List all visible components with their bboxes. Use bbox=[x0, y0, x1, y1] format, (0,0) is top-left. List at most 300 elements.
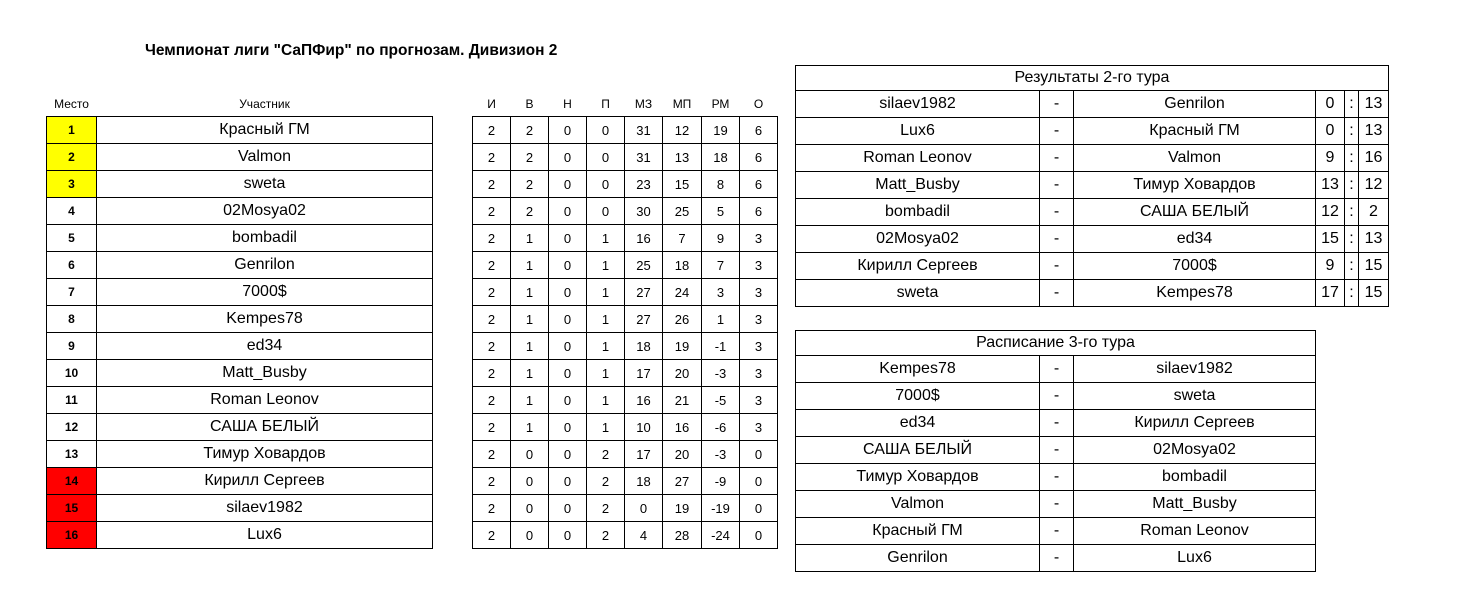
place-cell: 3 bbox=[47, 171, 97, 198]
gap-cell bbox=[433, 414, 473, 441]
away-team: ed34 bbox=[1074, 226, 1316, 253]
schedule-row bbox=[796, 491, 1316, 518]
vs-dash: - bbox=[1040, 356, 1074, 383]
header-wins: В bbox=[525, 97, 534, 111]
wins-cell: 0 bbox=[511, 441, 549, 468]
games-cell: 2 bbox=[473, 387, 511, 414]
draws-cell: 0 bbox=[549, 495, 587, 522]
header-draws: Н bbox=[563, 97, 572, 111]
schedule-caption-row bbox=[796, 331, 1316, 356]
draws-cell: 0 bbox=[549, 360, 587, 387]
gap-cell bbox=[433, 117, 473, 144]
conceded-cell: 7 bbox=[663, 225, 702, 252]
score-separator: : bbox=[1345, 226, 1359, 253]
games-cell: 2 bbox=[473, 252, 511, 279]
score-separator: : bbox=[1345, 91, 1359, 118]
losses-cell: 1 bbox=[587, 252, 625, 279]
scored-cell: 30 bbox=[625, 198, 663, 225]
header-diff: РМ bbox=[711, 97, 730, 111]
points-cell: 3 bbox=[740, 279, 778, 306]
standings-row bbox=[47, 495, 778, 522]
conceded-cell: 19 bbox=[663, 495, 702, 522]
losses-cell: 1 bbox=[587, 387, 625, 414]
result-row bbox=[796, 199, 1389, 226]
draws-cell: 0 bbox=[549, 198, 587, 225]
wins-cell: 1 bbox=[511, 387, 549, 414]
losses-cell: 1 bbox=[587, 225, 625, 252]
diff-cell: -1 bbox=[702, 333, 740, 360]
wins-cell: 0 bbox=[511, 468, 549, 495]
participant-name: Roman Leonov bbox=[97, 387, 433, 414]
points-cell: 0 bbox=[740, 522, 778, 549]
standings-row bbox=[47, 171, 778, 198]
gap-cell bbox=[433, 360, 473, 387]
diff-cell: 8 bbox=[702, 171, 740, 198]
participant-name: САША БЕЛЫЙ bbox=[97, 414, 433, 441]
place-cell: 11 bbox=[47, 387, 97, 414]
diff-cell: -6 bbox=[702, 414, 740, 441]
place-cell: 8 bbox=[47, 306, 97, 333]
place-cell: 1 bbox=[47, 117, 97, 144]
place-cell: 4 bbox=[47, 198, 97, 225]
standings-row bbox=[47, 468, 778, 495]
wins-cell: 0 bbox=[511, 495, 549, 522]
place-cell: 14 bbox=[47, 468, 97, 495]
losses-cell: 0 bbox=[587, 144, 625, 171]
standings-row bbox=[47, 198, 778, 225]
home-score: 15 bbox=[1316, 226, 1345, 253]
home-team: sweta bbox=[796, 280, 1040, 307]
away-team: Genrilon bbox=[1074, 91, 1316, 118]
score-separator: : bbox=[1345, 172, 1359, 199]
score-separator: : bbox=[1345, 280, 1359, 307]
games-cell: 2 bbox=[473, 522, 511, 549]
schedule-row bbox=[796, 383, 1316, 410]
scored-cell: 17 bbox=[625, 441, 663, 468]
scored-cell: 23 bbox=[625, 171, 663, 198]
scored-cell: 18 bbox=[625, 468, 663, 495]
results-table bbox=[795, 65, 1389, 307]
draws-cell: 0 bbox=[549, 171, 587, 198]
wins-cell: 1 bbox=[511, 225, 549, 252]
standings-table bbox=[46, 92, 778, 549]
standings-row bbox=[47, 306, 778, 333]
points-cell: 0 bbox=[740, 441, 778, 468]
diff-cell: 19 bbox=[702, 117, 740, 144]
wins-cell: 1 bbox=[511, 333, 549, 360]
conceded-cell: 28 bbox=[663, 522, 702, 549]
vs-dash: - bbox=[1040, 383, 1074, 410]
score-separator: : bbox=[1345, 145, 1359, 172]
conceded-cell: 20 bbox=[663, 360, 702, 387]
draws-cell: 0 bbox=[549, 414, 587, 441]
schedule-title: Расписание 3-го тура bbox=[796, 331, 1316, 356]
losses-cell: 2 bbox=[587, 522, 625, 549]
draws-cell: 0 bbox=[549, 333, 587, 360]
away-team: Кирилл Сергеев bbox=[1074, 410, 1316, 437]
away-team: Kempes78 bbox=[1074, 280, 1316, 307]
points-cell: 3 bbox=[740, 414, 778, 441]
page-title: Чемпионат лиги "СаПФир" по прогнозам. Дивизион 2 bbox=[145, 42, 558, 59]
participant-name: Genrilon bbox=[97, 252, 433, 279]
conceded-cell: 20 bbox=[663, 441, 702, 468]
participant-name: Красный ГМ bbox=[97, 117, 433, 144]
participant-name: Кирилл Сергеев bbox=[97, 468, 433, 495]
conceded-cell: 12 bbox=[663, 117, 702, 144]
home-score: 9 bbox=[1316, 145, 1345, 172]
header-scored: МЗ bbox=[634, 97, 653, 111]
gap-cell bbox=[433, 306, 473, 333]
wins-cell: 1 bbox=[511, 414, 549, 441]
place-cell: 13 bbox=[47, 441, 97, 468]
points-cell: 6 bbox=[740, 117, 778, 144]
away-team: Roman Leonov bbox=[1074, 518, 1316, 545]
participant-name: Valmon bbox=[97, 144, 433, 171]
participant-name: Matt_Busby bbox=[97, 360, 433, 387]
draws-cell: 0 bbox=[549, 225, 587, 252]
losses-cell: 2 bbox=[587, 468, 625, 495]
draws-cell: 0 bbox=[549, 387, 587, 414]
wins-cell: 1 bbox=[511, 306, 549, 333]
result-row bbox=[796, 91, 1389, 118]
games-cell: 2 bbox=[473, 360, 511, 387]
games-cell: 2 bbox=[473, 468, 511, 495]
points-cell: 3 bbox=[740, 387, 778, 414]
home-team: Красный ГМ bbox=[796, 518, 1040, 545]
draws-cell: 0 bbox=[549, 306, 587, 333]
games-cell: 2 bbox=[473, 171, 511, 198]
draws-cell: 0 bbox=[549, 522, 587, 549]
place-cell: 16 bbox=[47, 522, 97, 549]
standings-row bbox=[47, 225, 778, 252]
gap-cell bbox=[433, 441, 473, 468]
home-team: Тимур Ховардов bbox=[796, 464, 1040, 491]
diff-cell: 1 bbox=[702, 306, 740, 333]
away-team: 7000$ bbox=[1074, 253, 1316, 280]
games-cell: 2 bbox=[473, 225, 511, 252]
points-cell: 6 bbox=[740, 171, 778, 198]
standings-row bbox=[47, 414, 778, 441]
header-gap bbox=[433, 92, 473, 117]
header-participant: Участник bbox=[239, 97, 290, 111]
participant-name: 7000$ bbox=[97, 279, 433, 306]
place-cell: 5 bbox=[47, 225, 97, 252]
schedule-row bbox=[796, 356, 1316, 383]
home-team: Roman Leonov bbox=[796, 145, 1040, 172]
losses-cell: 0 bbox=[587, 198, 625, 225]
scored-cell: 0 bbox=[625, 495, 663, 522]
gap-cell bbox=[433, 171, 473, 198]
home-team: Valmon bbox=[796, 491, 1040, 518]
home-score: 0 bbox=[1316, 91, 1345, 118]
conceded-cell: 18 bbox=[663, 252, 702, 279]
schedule-row bbox=[796, 437, 1316, 464]
place-cell: 7 bbox=[47, 279, 97, 306]
home-score: 9 bbox=[1316, 253, 1345, 280]
diff-cell: -5 bbox=[702, 387, 740, 414]
vs-dash: - bbox=[1040, 91, 1074, 118]
diff-cell: -3 bbox=[702, 441, 740, 468]
score-separator: : bbox=[1345, 118, 1359, 145]
vs-dash: - bbox=[1040, 545, 1074, 572]
wins-cell: 1 bbox=[511, 279, 549, 306]
gap-cell bbox=[433, 468, 473, 495]
home-team: 7000$ bbox=[796, 383, 1040, 410]
draws-cell: 0 bbox=[549, 468, 587, 495]
gap-cell bbox=[433, 495, 473, 522]
games-cell: 2 bbox=[473, 306, 511, 333]
scored-cell: 16 bbox=[625, 387, 663, 414]
diff-cell: 3 bbox=[702, 279, 740, 306]
conceded-cell: 21 bbox=[663, 387, 702, 414]
away-score: 2 bbox=[1359, 199, 1389, 226]
away-team: Красный ГМ bbox=[1074, 118, 1316, 145]
diff-cell: -3 bbox=[702, 360, 740, 387]
points-cell: 0 bbox=[740, 495, 778, 522]
result-row bbox=[796, 280, 1389, 307]
standings-header bbox=[47, 92, 778, 117]
header-conceded: МП bbox=[672, 97, 692, 111]
losses-cell: 0 bbox=[587, 171, 625, 198]
wins-cell: 1 bbox=[511, 360, 549, 387]
header-points: О bbox=[753, 97, 764, 111]
home-team: Genrilon bbox=[796, 545, 1040, 572]
gap-cell bbox=[433, 522, 473, 549]
gap-cell bbox=[433, 279, 473, 306]
standings-row bbox=[47, 252, 778, 279]
vs-dash: - bbox=[1040, 410, 1074, 437]
games-cell: 2 bbox=[473, 117, 511, 144]
result-row bbox=[796, 253, 1389, 280]
header-losses: П bbox=[601, 97, 610, 111]
participant-name: ed34 bbox=[97, 333, 433, 360]
gap-cell bbox=[433, 225, 473, 252]
standings-row bbox=[47, 117, 778, 144]
home-team: Kempes78 bbox=[796, 356, 1040, 383]
standings-row bbox=[47, 144, 778, 171]
result-row bbox=[796, 118, 1389, 145]
home-score: 0 bbox=[1316, 118, 1345, 145]
away-score: 13 bbox=[1359, 91, 1389, 118]
home-team: Matt_Busby bbox=[796, 172, 1040, 199]
results-title: Результаты 2-го тура bbox=[796, 66, 1389, 91]
draws-cell: 0 bbox=[549, 441, 587, 468]
draws-cell: 0 bbox=[549, 117, 587, 144]
participant-name: 02Mosya02 bbox=[97, 198, 433, 225]
scored-cell: 25 bbox=[625, 252, 663, 279]
vs-dash: - bbox=[1040, 437, 1074, 464]
result-row bbox=[796, 172, 1389, 199]
place-cell: 9 bbox=[47, 333, 97, 360]
draws-cell: 0 bbox=[549, 279, 587, 306]
gap-cell bbox=[433, 252, 473, 279]
wins-cell: 0 bbox=[511, 522, 549, 549]
away-team: Lux6 bbox=[1074, 545, 1316, 572]
scored-cell: 17 bbox=[625, 360, 663, 387]
home-team: ed34 bbox=[796, 410, 1040, 437]
losses-cell: 1 bbox=[587, 333, 625, 360]
home-team: bombadil bbox=[796, 199, 1040, 226]
gap-cell bbox=[433, 198, 473, 225]
participant-name: sweta bbox=[97, 171, 433, 198]
away-team: САША БЕЛЫЙ bbox=[1074, 199, 1316, 226]
points-cell: 3 bbox=[740, 333, 778, 360]
wins-cell: 1 bbox=[511, 252, 549, 279]
wins-cell: 2 bbox=[511, 117, 549, 144]
schedule-row bbox=[796, 545, 1316, 572]
vs-dash: - bbox=[1040, 145, 1074, 172]
gap-cell bbox=[433, 144, 473, 171]
home-team: САША БЕЛЫЙ bbox=[796, 437, 1040, 464]
results-caption-row bbox=[796, 66, 1389, 91]
conceded-cell: 15 bbox=[663, 171, 702, 198]
away-team: Valmon bbox=[1074, 145, 1316, 172]
losses-cell: 2 bbox=[587, 495, 625, 522]
diff-cell: 18 bbox=[702, 144, 740, 171]
vs-dash: - bbox=[1040, 280, 1074, 307]
header-games: И bbox=[487, 97, 496, 111]
standings-row bbox=[47, 441, 778, 468]
vs-dash: - bbox=[1040, 199, 1074, 226]
schedule-row bbox=[796, 518, 1316, 545]
participant-name: Тимур Ховардов bbox=[97, 441, 433, 468]
score-separator: : bbox=[1345, 199, 1359, 226]
home-score: 17 bbox=[1316, 280, 1345, 307]
participant-name: Kempes78 bbox=[97, 306, 433, 333]
home-score: 13 bbox=[1316, 172, 1345, 199]
games-cell: 2 bbox=[473, 333, 511, 360]
draws-cell: 0 bbox=[549, 144, 587, 171]
scored-cell: 27 bbox=[625, 279, 663, 306]
scored-cell: 31 bbox=[625, 117, 663, 144]
diff-cell: -24 bbox=[702, 522, 740, 549]
wins-cell: 2 bbox=[511, 171, 549, 198]
conceded-cell: 13 bbox=[663, 144, 702, 171]
conceded-cell: 19 bbox=[663, 333, 702, 360]
games-cell: 2 bbox=[473, 441, 511, 468]
wins-cell: 2 bbox=[511, 144, 549, 171]
participant-name: Lux6 bbox=[97, 522, 433, 549]
games-cell: 2 bbox=[473, 414, 511, 441]
points-cell: 3 bbox=[740, 306, 778, 333]
vs-dash: - bbox=[1040, 518, 1074, 545]
conceded-cell: 24 bbox=[663, 279, 702, 306]
away-score: 13 bbox=[1359, 118, 1389, 145]
schedule-row bbox=[796, 464, 1316, 491]
result-row bbox=[796, 226, 1389, 253]
away-team: Тимур Ховардов bbox=[1074, 172, 1316, 199]
away-score: 15 bbox=[1359, 280, 1389, 307]
home-team: Кирилл Сергеев bbox=[796, 253, 1040, 280]
games-cell: 2 bbox=[473, 198, 511, 225]
scored-cell: 31 bbox=[625, 144, 663, 171]
away-team: Matt_Busby bbox=[1074, 491, 1316, 518]
vs-dash: - bbox=[1040, 464, 1074, 491]
standings-row bbox=[47, 522, 778, 549]
vs-dash: - bbox=[1040, 491, 1074, 518]
place-cell: 2 bbox=[47, 144, 97, 171]
diff-cell: -19 bbox=[702, 495, 740, 522]
losses-cell: 1 bbox=[587, 279, 625, 306]
gap-cell bbox=[433, 387, 473, 414]
result-row bbox=[796, 145, 1389, 172]
vs-dash: - bbox=[1040, 118, 1074, 145]
away-team: silaev1982 bbox=[1074, 356, 1316, 383]
draws-cell: 0 bbox=[549, 252, 587, 279]
away-score: 12 bbox=[1359, 172, 1389, 199]
wins-cell: 2 bbox=[511, 198, 549, 225]
home-team: silaev1982 bbox=[796, 91, 1040, 118]
scored-cell: 18 bbox=[625, 333, 663, 360]
standings-row bbox=[47, 360, 778, 387]
place-cell: 10 bbox=[47, 360, 97, 387]
points-cell: 6 bbox=[740, 144, 778, 171]
diff-cell: 7 bbox=[702, 252, 740, 279]
vs-dash: - bbox=[1040, 226, 1074, 253]
points-cell: 3 bbox=[740, 225, 778, 252]
scored-cell: 4 bbox=[625, 522, 663, 549]
conceded-cell: 26 bbox=[663, 306, 702, 333]
conceded-cell: 16 bbox=[663, 414, 702, 441]
losses-cell: 0 bbox=[587, 117, 625, 144]
participant-name: bombadil bbox=[97, 225, 433, 252]
home-team: Lux6 bbox=[796, 118, 1040, 145]
scored-cell: 16 bbox=[625, 225, 663, 252]
place-cell: 12 bbox=[47, 414, 97, 441]
conceded-cell: 27 bbox=[663, 468, 702, 495]
header-place: Место bbox=[54, 97, 89, 111]
home-score: 12 bbox=[1316, 199, 1345, 226]
standings-row bbox=[47, 387, 778, 414]
standings-row bbox=[47, 279, 778, 306]
points-cell: 3 bbox=[740, 252, 778, 279]
scored-cell: 27 bbox=[625, 306, 663, 333]
away-score: 13 bbox=[1359, 226, 1389, 253]
points-cell: 3 bbox=[740, 360, 778, 387]
place-cell: 6 bbox=[47, 252, 97, 279]
away-team: 02Mosya02 bbox=[1074, 437, 1316, 464]
losses-cell: 1 bbox=[587, 360, 625, 387]
away-team: bombadil bbox=[1074, 464, 1316, 491]
place-cell: 15 bbox=[47, 495, 97, 522]
scored-cell: 10 bbox=[625, 414, 663, 441]
diff-cell: 5 bbox=[702, 198, 740, 225]
conceded-cell: 25 bbox=[663, 198, 702, 225]
away-team: sweta bbox=[1074, 383, 1316, 410]
vs-dash: - bbox=[1040, 172, 1074, 199]
games-cell: 2 bbox=[473, 495, 511, 522]
schedule-table bbox=[795, 330, 1316, 572]
home-team: 02Mosya02 bbox=[796, 226, 1040, 253]
gap-cell bbox=[433, 333, 473, 360]
points-cell: 0 bbox=[740, 468, 778, 495]
points-cell: 6 bbox=[740, 198, 778, 225]
losses-cell: 2 bbox=[587, 441, 625, 468]
standings-row bbox=[47, 333, 778, 360]
diff-cell: 9 bbox=[702, 225, 740, 252]
participant-name: silaev1982 bbox=[97, 495, 433, 522]
score-separator: : bbox=[1345, 253, 1359, 280]
losses-cell: 1 bbox=[587, 306, 625, 333]
away-score: 16 bbox=[1359, 145, 1389, 172]
games-cell: 2 bbox=[473, 279, 511, 306]
losses-cell: 1 bbox=[587, 414, 625, 441]
vs-dash: - bbox=[1040, 253, 1074, 280]
away-score: 15 bbox=[1359, 253, 1389, 280]
diff-cell: -9 bbox=[702, 468, 740, 495]
schedule-row bbox=[796, 410, 1316, 437]
games-cell: 2 bbox=[473, 144, 511, 171]
